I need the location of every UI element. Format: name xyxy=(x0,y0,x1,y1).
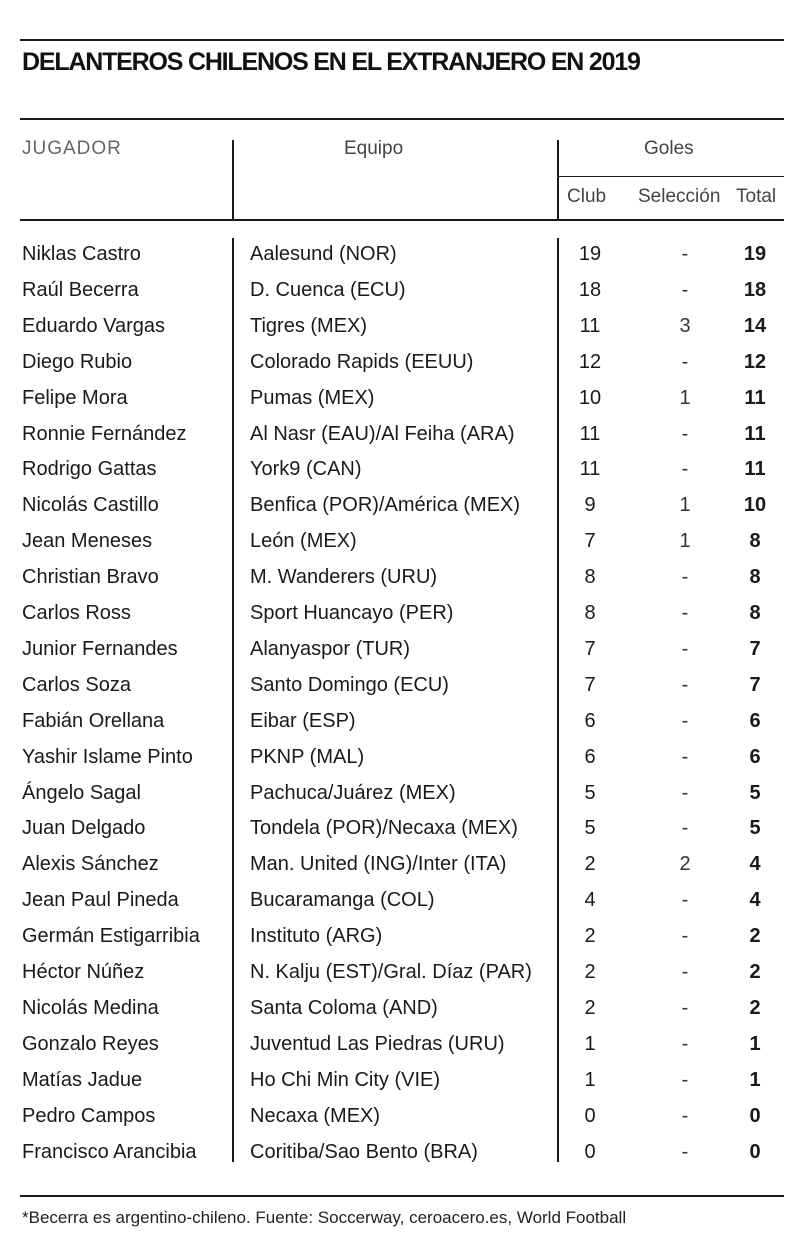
total-goals-cell: 2 xyxy=(749,925,761,948)
team-cell: Santo Domingo (ECU) xyxy=(250,673,449,696)
table-row xyxy=(0,344,800,380)
player-cell: Fabián Orellana xyxy=(22,709,165,732)
header-separator-2 xyxy=(557,140,559,220)
player-cell: Yashir Islame Pinto xyxy=(22,745,193,768)
total-goals-cell: 4 xyxy=(749,889,761,912)
player-cell: Niklas Castro xyxy=(22,243,141,265)
selection-goals-cell: - xyxy=(681,350,689,373)
selection-goals-cell: - xyxy=(681,243,689,265)
total-goals-cell: 10 xyxy=(743,494,767,517)
total-goals-cell: 11 xyxy=(744,386,766,409)
team-cell: D. Cuenca (ECU) xyxy=(250,278,406,301)
table-row xyxy=(0,272,800,308)
selection-goals-cell: - xyxy=(681,709,689,732)
team-cell: M. Wanderers (URU) xyxy=(250,566,438,589)
total-goals-cell: 6 xyxy=(749,709,761,732)
header-top-rule xyxy=(20,118,784,120)
player-cell: Pedro Campos xyxy=(22,1104,156,1127)
club-goals-cell: 2 xyxy=(584,996,596,1019)
team-cell: Colorado Rapids (EEUU) xyxy=(250,350,474,373)
header-goals: Goles xyxy=(644,138,694,159)
club-goals-cell: 0 xyxy=(584,1140,596,1163)
selection-goals-cell: - xyxy=(681,422,689,445)
player-cell: Gonzalo Reyes xyxy=(22,1032,159,1055)
footnote: *Becerra es argentino-chileno. Fuente: Soccerway, ceroacero.es, World Football xyxy=(22,1208,627,1227)
team-cell: Eibar (ESP) xyxy=(250,709,356,732)
total-goals-cell: 5 xyxy=(749,781,761,804)
selection-goals-cell: - xyxy=(681,1104,689,1127)
table-row xyxy=(0,954,800,990)
header-separator-1 xyxy=(232,140,234,220)
table-row xyxy=(0,523,800,559)
header-club: Club xyxy=(567,186,607,207)
table-row xyxy=(0,236,800,272)
table-row xyxy=(0,703,800,739)
selection-goals-cell: - xyxy=(681,1068,689,1091)
club-goals-cell: 5 xyxy=(584,781,596,804)
selection-goals-cell: 3 xyxy=(679,314,691,337)
table-row xyxy=(0,487,800,523)
team-cell: Pumas (MEX) xyxy=(250,386,375,409)
total-goals-cell: 6 xyxy=(749,745,761,768)
selection-goals-cell: 1 xyxy=(679,494,691,517)
team-cell: Juventud Las Piedras (URU) xyxy=(250,1032,505,1055)
player-cell: Jean Paul Pineda xyxy=(22,889,179,912)
table-row xyxy=(0,1062,800,1098)
club-goals-cell: 12 xyxy=(578,350,602,373)
total-goals-cell: 5 xyxy=(749,817,761,840)
club-goals-cell: 11 xyxy=(579,458,601,481)
club-goals-cell: 19 xyxy=(578,243,602,265)
player-cell: Raúl Becerra xyxy=(22,278,139,301)
player-cell: Germán Estigarribia xyxy=(22,925,200,948)
club-goals-cell: 7 xyxy=(584,637,596,660)
team-cell: Coritiba/Sao Bento (BRA) xyxy=(250,1140,478,1163)
top-rule xyxy=(20,39,784,41)
club-goals-cell: 1 xyxy=(584,1068,596,1091)
selection-goals-cell: 1 xyxy=(679,530,691,553)
header-bottom-rule xyxy=(20,219,784,221)
table-row xyxy=(0,810,800,846)
table-row xyxy=(0,1026,800,1062)
team-cell: Pachuca/Juárez (MEX) xyxy=(250,781,456,804)
footer-rule xyxy=(20,1195,784,1197)
total-goals-cell: 11 xyxy=(744,422,766,445)
total-goals-cell: 19 xyxy=(743,243,767,265)
total-goals-cell: 8 xyxy=(749,566,761,589)
team-cell: Ho Chi Min City (VIE) xyxy=(250,1068,441,1091)
team-cell: León (MEX) xyxy=(250,530,357,553)
team-cell: Necaxa (MEX) xyxy=(250,1104,381,1127)
table-row xyxy=(0,416,800,452)
total-goals-cell: 12 xyxy=(743,350,767,373)
player-cell: Matías Jadue xyxy=(22,1068,143,1091)
total-goals-cell: 2 xyxy=(749,996,761,1019)
club-goals-cell: 11 xyxy=(579,422,601,445)
team-cell: Tigres (MEX) xyxy=(250,314,368,337)
total-goals-cell: 8 xyxy=(749,530,761,553)
club-goals-cell: 1 xyxy=(584,1032,596,1055)
club-goals-cell: 2 xyxy=(584,961,596,983)
club-goals-cell: 7 xyxy=(584,673,596,696)
club-goals-cell: 2 xyxy=(584,853,596,876)
team-cell: PKNP (MAL) xyxy=(250,745,365,768)
page-title: DELANTEROS CHILENOS EN EL EXTRANJERO EN 2019 xyxy=(22,48,640,76)
selection-goals-cell: - xyxy=(681,889,689,912)
club-goals-cell: 0 xyxy=(584,1104,596,1127)
player-cell: Juan Delgado xyxy=(22,817,146,840)
player-cell: Nicolás Medina xyxy=(22,996,159,1019)
total-goals-cell: 14 xyxy=(743,314,767,337)
total-goals-cell: 4 xyxy=(749,853,761,876)
player-cell: Alexis Sánchez xyxy=(22,853,159,876)
player-cell: Francisco Arancibia xyxy=(22,1140,197,1163)
team-cell: Al Nasr (EAU)/Al Feiha (ARA) xyxy=(250,422,515,445)
selection-goals-cell: - xyxy=(681,961,689,983)
selection-goals-cell: - xyxy=(681,1140,689,1163)
club-goals-cell: 8 xyxy=(584,602,596,624)
total-goals-cell: 7 xyxy=(749,673,761,696)
team-cell: N. Kalju (EST)/Gral. Díaz (PAR) xyxy=(250,961,532,983)
team-cell: Benfica (POR)/América (MEX) xyxy=(250,494,521,517)
selection-goals-cell: 1 xyxy=(679,386,691,409)
selection-goals-cell: - xyxy=(681,817,689,840)
selection-goals-cell: - xyxy=(681,278,689,301)
selection-goals-cell: - xyxy=(681,458,689,481)
table-row xyxy=(0,918,800,954)
selection-goals-cell: - xyxy=(681,637,689,660)
player-cell: Rodrigo Gattas xyxy=(22,458,157,481)
player-cell: Christian Bravo xyxy=(22,566,159,589)
table-row xyxy=(0,775,800,811)
team-cell: Aalesund (NOR) xyxy=(250,243,397,265)
team-cell: Santa Coloma (AND) xyxy=(250,996,438,1019)
table-row xyxy=(0,451,800,487)
total-goals-cell: 0 xyxy=(749,1140,761,1163)
club-goals-cell: 5 xyxy=(584,817,596,840)
header-selection: Selección xyxy=(638,186,721,207)
table-row xyxy=(0,990,800,1026)
club-goals-cell: 18 xyxy=(578,278,602,301)
team-cell: Tondela (POR)/Necaxa (MEX) xyxy=(250,817,518,840)
club-goals-cell: 6 xyxy=(584,745,596,768)
table-row xyxy=(0,308,800,344)
player-cell: Nicolás Castillo xyxy=(22,494,159,517)
selection-goals-cell: - xyxy=(681,745,689,768)
club-goals-cell: 6 xyxy=(584,709,596,732)
selection-goals-cell: - xyxy=(681,1032,689,1055)
table-row xyxy=(0,631,800,667)
selection-goals-cell: - xyxy=(681,602,689,624)
total-goals-cell: 1 xyxy=(749,1032,761,1055)
team-cell: Instituto (ARG) xyxy=(250,925,383,948)
team-cell: Man. United (ING)/Inter (ITA) xyxy=(250,853,507,876)
club-goals-cell: 2 xyxy=(584,925,596,948)
player-cell: Eduardo Vargas xyxy=(22,314,166,337)
selection-goals-cell: 2 xyxy=(679,853,691,876)
table-row xyxy=(0,559,800,595)
table-row xyxy=(0,380,800,416)
player-cell: Ángelo Sagal xyxy=(22,781,141,804)
club-goals-cell: 8 xyxy=(584,566,596,589)
table-row xyxy=(0,1098,800,1134)
header-total: Total xyxy=(736,186,777,207)
player-cell: Carlos Soza xyxy=(22,673,131,696)
table-row xyxy=(0,882,800,918)
club-goals-cell: 7 xyxy=(584,530,596,553)
selection-goals-cell: - xyxy=(681,996,689,1019)
table-row xyxy=(0,739,800,775)
table-row xyxy=(0,1134,800,1170)
header-player: JUGADOR xyxy=(22,138,122,159)
goals-subheader-rule xyxy=(557,176,784,177)
team-cell: Bucaramanga (COL) xyxy=(250,889,435,912)
player-cell: Felipe Mora xyxy=(22,386,128,409)
club-goals-cell: 10 xyxy=(578,386,602,409)
team-cell: Alanyaspor (TUR) xyxy=(250,637,411,660)
selection-goals-cell: - xyxy=(681,781,689,804)
total-goals-cell: 2 xyxy=(749,961,761,983)
team-cell: Sport Huancayo (PER) xyxy=(250,602,454,624)
selection-goals-cell: - xyxy=(681,673,689,696)
total-goals-cell: 11 xyxy=(744,458,766,481)
table-row xyxy=(0,846,800,882)
total-goals-cell: 18 xyxy=(743,278,767,301)
club-goals-cell: 11 xyxy=(579,314,601,337)
total-goals-cell: 1 xyxy=(749,1068,761,1091)
selection-goals-cell: - xyxy=(681,566,689,589)
table-row xyxy=(0,667,800,703)
player-cell: Diego Rubio xyxy=(22,350,133,373)
total-goals-cell: 7 xyxy=(749,637,761,660)
total-goals-cell: 0 xyxy=(749,1104,761,1127)
club-goals-cell: 4 xyxy=(584,889,596,912)
player-cell: Carlos Ross xyxy=(22,602,131,624)
table-row xyxy=(0,595,800,631)
selection-goals-cell: - xyxy=(681,925,689,948)
player-cell: Héctor Núñez xyxy=(22,961,145,983)
player-cell: Ronnie Fernández xyxy=(22,422,187,445)
club-goals-cell: 9 xyxy=(584,494,596,517)
player-cell: Junior Fernandes xyxy=(22,637,178,660)
total-goals-cell: 8 xyxy=(749,602,761,624)
header-team: Equipo xyxy=(344,138,404,159)
team-cell: York9 (CAN) xyxy=(250,458,362,481)
player-cell: Jean Meneses xyxy=(22,530,153,553)
